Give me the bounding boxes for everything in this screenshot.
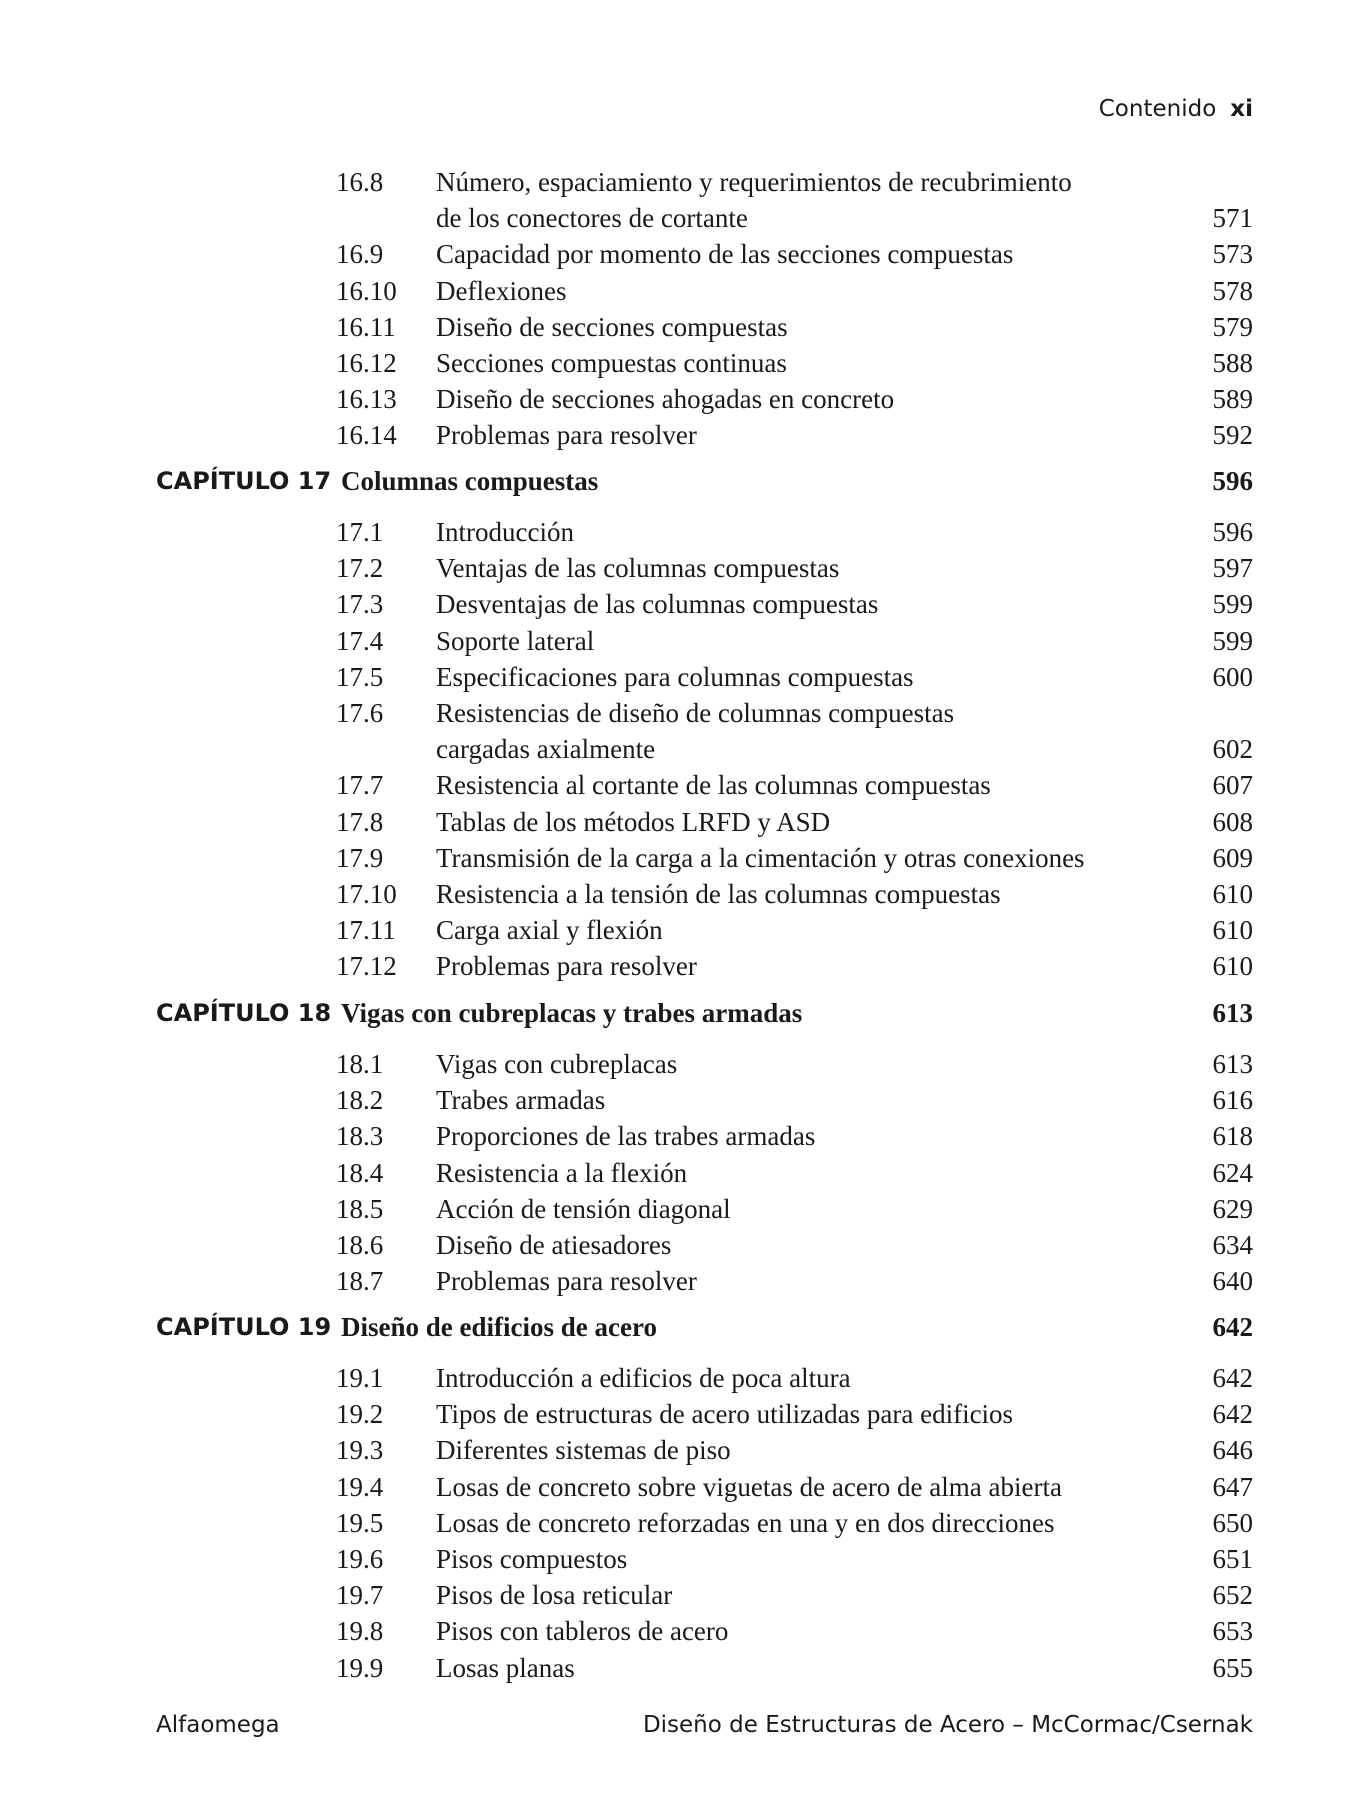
toc-entry — [0, 659, 1351, 695]
toc-entry — [0, 1577, 1351, 1613]
section-page: 629 — [1212, 1193, 1253, 1224]
section-page: 653 — [1212, 1616, 1253, 1647]
section-title: cargadas axialmente — [436, 734, 656, 765]
section-title: Diferentes sistemas de piso — [436, 1435, 731, 1466]
toc-entry — [0, 1263, 1351, 1299]
section-number: 17.5 — [336, 661, 384, 692]
toc-entry — [0, 1082, 1351, 1118]
section-number: 17.6 — [336, 698, 384, 728]
section-title: Tablas de los métodos LRFD y ASD — [436, 806, 831, 837]
toc-entry — [0, 1227, 1351, 1263]
section-page: 610 — [1212, 951, 1253, 982]
toc-entry — [0, 309, 1351, 345]
section-title: Acción de tensión diagonal — [436, 1193, 731, 1224]
toc-entry — [0, 514, 1351, 550]
chapter-label: CAPÍTULO 18 — [156, 999, 332, 1027]
section-page: 624 — [1212, 1157, 1253, 1188]
section-page: 579 — [1212, 311, 1253, 342]
toc-entry — [0, 948, 1351, 984]
toc-entry — [0, 236, 1351, 272]
header-section-name: Contenido — [1098, 96, 1217, 122]
section-title: Resistencia a la tensión de las columnas compuestas — [436, 879, 1001, 909]
section-page: 608 — [1212, 806, 1253, 837]
section-number: 18.3 — [336, 1121, 384, 1152]
chapter-title: Diseño de edificios de acero — [341, 1312, 657, 1342]
section-title: Pisos compuestos — [436, 1544, 628, 1574]
chapter-page: 613 — [1212, 998, 1253, 1028]
section-title: Transmisión de la carga a la cimentación y otras conexiones — [436, 842, 1085, 873]
section-number: 18.4 — [336, 1157, 384, 1188]
section-number: 19.6 — [336, 1544, 384, 1574]
section-page: 642 — [1212, 1363, 1253, 1393]
section-number: 19.8 — [336, 1616, 384, 1647]
toc-entry — [0, 1046, 1351, 1082]
section-title: Problemas para resolver — [436, 420, 697, 451]
toc-entry — [0, 1191, 1351, 1227]
toc-entry — [0, 1360, 1351, 1396]
toc-entry — [0, 804, 1351, 840]
section-number: 17.12 — [336, 951, 397, 982]
section-page: 613 — [1212, 1049, 1253, 1079]
chapter-heading-18 — [0, 993, 1351, 1033]
toc-entry — [0, 273, 1351, 309]
section-number: 16.10 — [336, 275, 397, 306]
section-number: 19.5 — [336, 1507, 384, 1538]
section-page: 597 — [1212, 553, 1253, 584]
section-page: 571 — [1212, 203, 1253, 234]
section-page: 618 — [1212, 1121, 1253, 1152]
book-title-authors: Diseño de Estructuras de Acero – McCormac/Csernak — [642, 1712, 1253, 1738]
toc-entry — [0, 1541, 1351, 1577]
section-number: 19.9 — [336, 1652, 384, 1683]
section-number: 16.8 — [336, 167, 384, 197]
section-title: Pisos de losa reticular — [436, 1580, 673, 1611]
section-title: Capacidad por momento de las secciones compuestas — [436, 239, 1014, 270]
toc-entry — [0, 550, 1351, 586]
section-page: 596 — [1212, 517, 1253, 547]
section-number: 18.6 — [336, 1230, 384, 1260]
section-page: 600 — [1212, 661, 1253, 692]
section-title: Número, espaciamiento y requerimientos de recubrimiento — [436, 167, 1072, 197]
section-page: 650 — [1212, 1507, 1253, 1538]
section-page: 616 — [1212, 1085, 1253, 1116]
section-title: Introducción — [436, 517, 574, 547]
toc-entry — [0, 164, 1351, 200]
section-number: 17.11 — [336, 915, 396, 946]
section-page: 607 — [1212, 770, 1253, 801]
section-title: de los conectores de cortante — [436, 203, 748, 234]
section-page: 634 — [1212, 1230, 1253, 1260]
section-title: Especificaciones para columnas compuestas — [436, 661, 914, 692]
chapter-title: Columnas compuestas — [341, 466, 599, 496]
section-number: 17.2 — [336, 553, 384, 584]
toc-entry — [0, 586, 1351, 622]
toc-entry — [0, 912, 1351, 948]
section-title: Deflexiones — [436, 275, 567, 306]
toc-entry — [0, 200, 1351, 236]
section-title: Losas planas — [436, 1652, 575, 1683]
chapter-heading-17 — [0, 461, 1351, 501]
toc-entry — [0, 417, 1351, 453]
toc-entry — [0, 695, 1351, 731]
section-number: 17.8 — [336, 806, 384, 837]
section-title: Ventajas de las columnas compuestas — [436, 553, 840, 584]
section-title: Introducción a edificios de poca altura — [436, 1363, 851, 1393]
section-page: 652 — [1212, 1580, 1253, 1611]
toc-entry — [0, 1613, 1351, 1649]
section-title: Resistencia a la flexión — [436, 1157, 688, 1188]
section-page: 647 — [1212, 1471, 1253, 1502]
section-number: 16.13 — [336, 384, 397, 415]
section-page: 602 — [1212, 734, 1253, 765]
section-page: 642 — [1212, 1399, 1253, 1430]
toc-entry — [0, 1432, 1351, 1468]
section-number: 17.4 — [336, 625, 384, 656]
section-page: 655 — [1212, 1652, 1253, 1683]
chapter-page: 642 — [1212, 1312, 1253, 1342]
section-page: 592 — [1212, 420, 1253, 451]
section-title: Losas de concreto reforzadas en una y en dos direcciones — [436, 1507, 1055, 1538]
header-page-number: xi — [1230, 96, 1253, 122]
section-number: 17.3 — [336, 589, 384, 620]
section-number: 17.9 — [336, 842, 384, 873]
section-page: 599 — [1212, 625, 1253, 656]
chapter-title: Vigas con cubreplacas y trabes armadas — [341, 998, 803, 1028]
section-number: 19.2 — [336, 1399, 384, 1430]
toc-entry — [0, 1155, 1351, 1191]
section-number: 16.12 — [336, 348, 397, 378]
section-page: 640 — [1212, 1266, 1253, 1297]
toc-entry — [0, 623, 1351, 659]
toc-entry — [0, 381, 1351, 417]
section-page: 588 — [1212, 348, 1253, 378]
section-number: 19.1 — [336, 1363, 384, 1393]
section-number: 17.7 — [336, 770, 384, 801]
section-number: 16.14 — [336, 420, 397, 451]
toc-entry — [0, 1469, 1351, 1505]
toc-entry — [0, 1396, 1351, 1432]
section-title: Problemas para resolver — [436, 951, 697, 982]
section-page: 646 — [1212, 1435, 1253, 1466]
section-title: Tipos de estructuras de acero utilizadas para edificios — [436, 1399, 1014, 1430]
section-title: Secciones compuestas continuas — [436, 348, 787, 378]
section-page: 573 — [1212, 239, 1253, 270]
section-title: Losas de concreto sobre viguetas de acero de alma abierta — [436, 1471, 1062, 1502]
section-title: Desventajas de las columnas compuestas — [436, 589, 879, 620]
toc-entry — [0, 767, 1351, 803]
section-page: 599 — [1212, 589, 1253, 620]
section-title: Pisos con tableros de acero — [436, 1616, 729, 1647]
section-title: Resistencia al cortante de las columnas compuestas — [436, 770, 991, 801]
section-number: 16.9 — [336, 239, 384, 270]
section-title: Trabes armadas — [436, 1085, 606, 1116]
section-page: 610 — [1212, 915, 1253, 946]
chapter-page: 596 — [1212, 466, 1253, 496]
section-number: 17.1 — [336, 517, 384, 547]
toc-entry — [0, 1505, 1351, 1541]
section-page: 589 — [1212, 384, 1253, 415]
section-number: 17.10 — [336, 879, 397, 909]
section-title: Diseño de secciones ahogadas en concreto — [436, 384, 895, 415]
section-title: Soporte lateral — [436, 625, 595, 656]
section-number: 18.7 — [336, 1266, 384, 1297]
publisher-name: Alfaomega — [156, 1712, 280, 1738]
section-page: 651 — [1212, 1544, 1253, 1574]
toc-entry — [0, 345, 1351, 381]
toc-entry — [0, 876, 1351, 912]
toc-entry — [0, 840, 1351, 876]
section-number: 18.1 — [336, 1049, 384, 1079]
chapter-label: CAPÍTULO 19 — [156, 1313, 332, 1341]
section-page: 609 — [1212, 842, 1253, 873]
toc-entry — [0, 1118, 1351, 1154]
toc-entry — [0, 731, 1351, 767]
section-page: 610 — [1212, 879, 1253, 909]
section-number: 18.2 — [336, 1085, 384, 1116]
section-title: Diseño de atiesadores — [436, 1230, 672, 1260]
section-title: Vigas con cubreplacas — [436, 1049, 678, 1079]
section-title: Diseño de secciones compuestas — [436, 311, 788, 342]
section-title: Proporciones de las trabes armadas — [436, 1121, 816, 1152]
toc-entry — [0, 1650, 1351, 1686]
running-header — [1099, 96, 1253, 122]
chapter-heading-19 — [0, 1307, 1351, 1347]
chapter-label: CAPÍTULO 17 — [156, 467, 332, 495]
section-title: Problemas para resolver — [436, 1266, 697, 1297]
page-footer — [156, 1712, 1253, 1744]
section-title: Carga axial y flexión — [436, 915, 663, 946]
section-page: 578 — [1212, 275, 1253, 306]
section-number: 18.5 — [336, 1193, 384, 1224]
section-number: 19.3 — [336, 1435, 384, 1466]
section-number: 19.4 — [336, 1471, 384, 1502]
section-title: Resistencias de diseño de columnas compuestas — [436, 698, 955, 728]
section-number: 19.7 — [336, 1580, 384, 1611]
section-number: 16.11 — [336, 311, 396, 342]
